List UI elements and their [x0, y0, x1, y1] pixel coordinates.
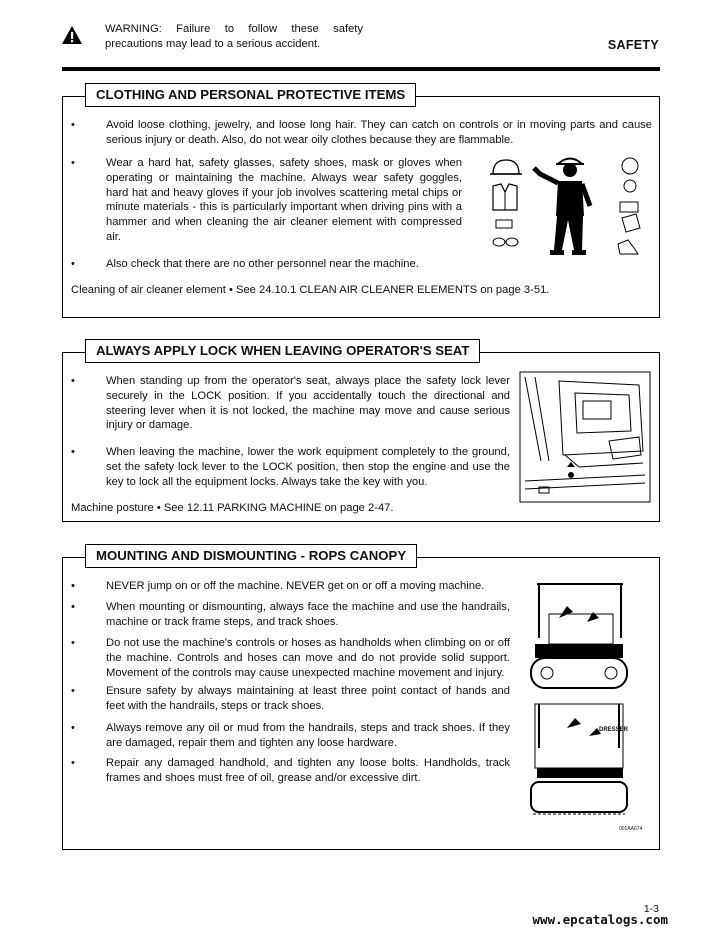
cross-reference: Machine posture • See 12.11 PARKING MACHINE on page 2-47. [71, 502, 394, 514]
safety-lock-illustration [519, 371, 651, 503]
illustration-brand-label: DRESSER [599, 727, 629, 733]
bullet: • [71, 637, 75, 649]
warning-triangle-icon [61, 25, 83, 45]
bullet: • [71, 446, 75, 458]
bullet: • [71, 580, 75, 592]
warning-text: WARNING: Failure to follow these safety precautions may lead to a serious accident. [105, 23, 363, 50]
item-text: Do not use the machine's controls or hoses as handholds when climbing on or off the machine. Controls and hoses can move and do not provide solid support. Movement of the controls may cause unexpected machine movement and injury. [106, 637, 510, 679]
bullet: • [71, 601, 75, 613]
item-text: Ensure safety by always maintaining at least three point contact of hands and feet with the handrails, steps or track shoes. [106, 685, 510, 712]
page-number: 1-3 [643, 903, 659, 915]
bullet: • [71, 722, 75, 734]
item-text: Wear a hard hat, safety glasses, safety shoes, mask or gloves when operating or maintaining the machine. Always wear safety goggles, hard hat and heavy gloves if your job involves scattering metal chips or minute materials - this is particularly important when driving pins with a hammer and when cleaning the air cleaner element with compressed air. [106, 157, 462, 243]
section-mounting [62, 548, 660, 850]
section-title: MOUNTING AND DISMOUNTING - ROPS CANOPY [85, 544, 417, 568]
section-title: CLOTHING AND PERSONAL PROTECTIVE ITEMS [85, 83, 416, 107]
cross-reference: Cleaning of air cleaner element • See 24.10.1 CLEAN AIR CLEANER ELEMENTS on page 3-51. [71, 284, 550, 296]
item-text: Avoid loose clothing, jewelry, and loose long hair. They can catch on controls or in moving parts and cause serious injury or death. Also, do not wear oily clothes because they are flammable. [106, 119, 652, 146]
header-rule [62, 67, 660, 71]
bullet: • [71, 685, 75, 697]
item-text: When standing up from the operator's seat, always place the safety lock lever securely in the LOCK position. If you accidentally touch the directional and steering lever when it is not locked, the machine may move and cause serious injury or damage. [106, 375, 510, 432]
section-clothing [62, 87, 660, 318]
section-title: ALWAYS APPLY LOCK WHEN LEAVING OPERATOR'S SEAT [85, 339, 480, 363]
item-text: When mounting or dismounting, always face the machine and use the handrails, machine or track frame steps, and track shoes. [106, 601, 510, 628]
watermark: www.epcatalogs.com [532, 912, 668, 927]
section-lock [62, 343, 660, 522]
bullet: • [71, 258, 75, 270]
bulldozer-illustration [527, 578, 631, 838]
item-text: Always remove any oil or mud from the handrails, steps and track shoes. If they are damaged, repair them and tighten any loose hardware. [106, 722, 510, 749]
bullet: • [71, 119, 75, 131]
protective-gear-illustration [488, 153, 648, 265]
bullet: • [71, 157, 75, 169]
item-text: Also check that there are no other personnel near the machine. [106, 258, 419, 270]
item-text: NEVER jump on or off the machine. NEVER get on or off a moving machine. [106, 580, 485, 592]
bullet: • [71, 375, 75, 387]
item-text: Repair any damaged handhold, and tighten any loose bolts. Handholds, track frames and shoes must free of oil, grease and/or excessive dirt. [106, 757, 510, 784]
section-name: SAFETY [607, 38, 659, 52]
item-text: When leaving the machine, lower the work equipment completely to the ground, set the safety lock lever to the LOCK position, then stop the engine and use the key to lock all the equipment locks. Always take the key with you. [106, 446, 510, 488]
bullet: • [71, 757, 75, 769]
illustration-code: 001AA674 [619, 826, 643, 832]
